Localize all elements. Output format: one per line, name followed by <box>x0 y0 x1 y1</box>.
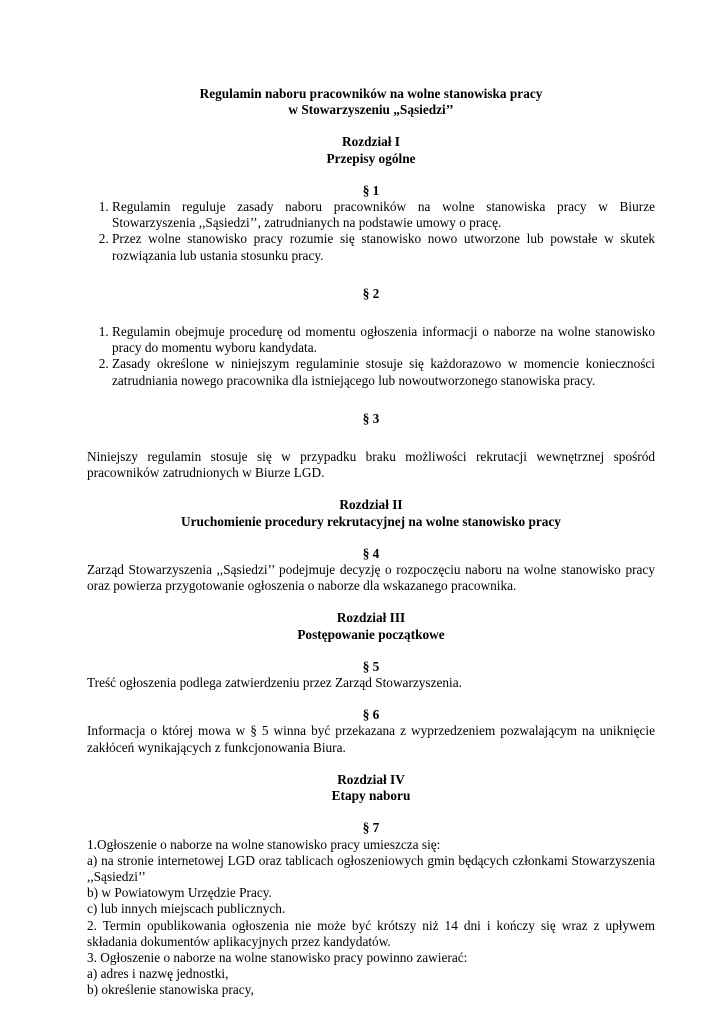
section-2-list <box>87 324 655 389</box>
section-7-line-2: a) na stronie internetowej LGD oraz tablicach ogłoszeniowych gmin będących członkami Stowarzyszenia ,,Sąsiedzi’’ <box>87 852 655 884</box>
section-7-line-4: c) lub innych miejscach publicznych. <box>87 901 286 917</box>
section-7-line-1: 1.Ogłoszenie o naborze na wolne stanowisko pracy umieszcza się: <box>87 836 441 852</box>
chapter-3-name: Postępowanie początkowe <box>297 626 445 642</box>
document-title <box>87 86 655 118</box>
chapter-2-label: Rozdział II <box>339 497 403 513</box>
chapter-2-name: Uruchomienie procedury rekrutacyjnej na wolne stanowisko pracy <box>181 513 561 529</box>
section-7-heading: § 7 <box>362 820 380 836</box>
section-2-heading: § 2 <box>362 285 380 301</box>
section-2-item-1: 1. Regulamin obejmuje procedurę od momentu ogłoszenia informacji o naborze na wolne stanowisko pracy do momentu wyboru kandydata. <box>112 324 655 356</box>
section-1-heading: § 1 <box>362 182 380 198</box>
section-1-item-2: 2. Przez wolne stanowisko pracy rozumie się stanowisko nowo utworzone lub powstałe w skutek rozwiązania lub ustania stosunku pracy. <box>112 231 655 263</box>
section-5-text: Treść ogłoszenia podlega zatwierdzeniu przez Zarząd Stowarzyszenia. <box>87 675 462 691</box>
section-5-heading: § 5 <box>362 658 380 674</box>
chapter-1-name: Przepisy ogólne <box>326 150 416 166</box>
section-3-heading: § 3 <box>362 410 380 426</box>
section-3-text: Niniejszy regulamin stosuje się w przypadku braku możliwości rekrutacji wewnętrznej spośród pracowników zatrudnionych w Biurze LGD. <box>87 449 655 481</box>
chapter-2-heading <box>87 497 655 529</box>
section-7-line-7: a) adres i nazwę jednostki, <box>87 966 229 982</box>
section-7-line-5: 2. Termin opublikowania ogłoszenia nie może być krótszy niż 14 dni i kończy się wraz z upływem składania dokumentów aplikacyjnych przez kandydatów. <box>87 917 655 949</box>
chapter-4-heading <box>87 772 655 804</box>
section-7-line-8: b) określenie stanowiska pracy, <box>87 982 254 998</box>
section-6-heading: § 6 <box>362 707 380 723</box>
section-1-list <box>87 199 655 264</box>
chapter-3-heading <box>87 610 655 642</box>
section-4-heading: § 4 <box>362 545 380 561</box>
title-line-2: w Stowarzyszeniu „Sąsiedzi’’ <box>288 102 454 118</box>
chapter-4-label: Rozdział IV <box>337 771 405 787</box>
section-1-item-1: 1. Regulamin reguluje zasady naboru pracowników na wolne stanowiska pracy w Biurze Stowarzyszenia ,,Sąsiedzi’’, zatrudnianych na podstawie umowy o pracę. <box>112 199 655 231</box>
chapter-1-heading <box>87 134 655 166</box>
section-7-line-6: 3. Ogłoszenie o naborze na wolne stanowisko pracy powinno zawierać: <box>87 949 468 965</box>
chapter-3-label: Rozdział III <box>336 610 406 626</box>
section-4-text: Zarząd Stowarzyszenia ,,Sąsiedzi’’ podejmuje decyzję o rozpoczęciu naboru na wolne stanowisko pracy oraz powierza przygotowanie ogłoszenia o naborze dla wskazanego pracownika. <box>87 562 655 594</box>
chapter-1-label: Rozdział I <box>342 134 400 150</box>
title-line-1: Regulamin naboru pracowników na wolne stanowiska pracy <box>199 86 543 101</box>
section-2-item-2: 2. Zasady określone w niniejszym regulaminie stosuje się każdorazowo w momencie konieczności zatrudniania nowego pracownika dla istniejącego lub nowoutworzonego stanowiska pracy. <box>112 356 655 388</box>
section-6-text: Informacja o której mowa w § 5 winna być przekazana z wyprzedzeniem pozwalającym na uniknięcie zakłóceń wynikających z funkcjonowania Biura. <box>87 723 655 755</box>
section-7-line-3: b) w Powiatowym Urzędzie Pracy. <box>87 885 272 901</box>
chapter-4-name: Etapy naboru <box>331 788 411 804</box>
